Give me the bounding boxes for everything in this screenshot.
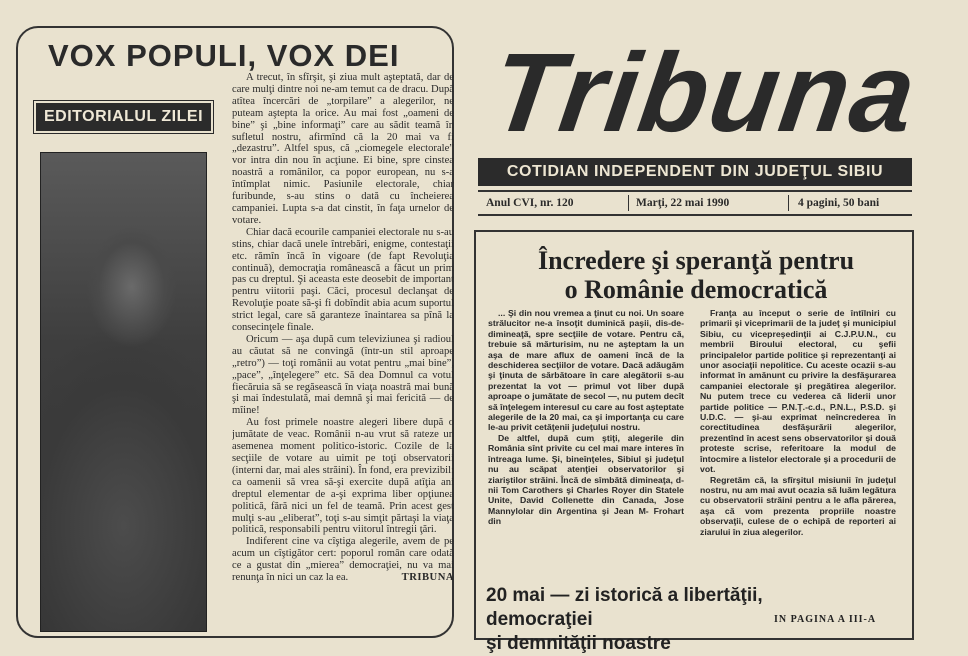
secondary-headline-line: 20 mai — zi istorică a libertăţii, democraţiei [486,585,763,630]
editorial-text [232,72,454,634]
editorial-paragraph: A trecut, în sfîrşit, şi ziua mult aşteptată, dar de care mulţi dintre noi ne-am temut ca de dracu. După atîtea încercări de „torpilare” a alegerilor, ne puteam aştepta la orice. Au mai fost „oameni de bine” şi „bine informaţi” care au sădit teamă în sufletul nostru, afirmînd că la 20 mai va fi „dezastru”. Altfel spus, că „ciomegele electorale” vor intra din nou în acţiune. Ei bine, spre cinstea noastră a românilor, ca popor european, nu s-a întîmplat nimic. Pasiunile electorale, chiar furibunde, s-au stins o dată cu încheierea campaniei. Lupta s-a dat cinstit, în faţa urnelor de votare. [232,72,454,226]
issue-number: Anul CVI, nr. 120 [486,197,574,209]
secondary-headline-line: şi demnităţii noastre [486,633,671,654]
newspaper-name: Tribuna [484,30,925,155]
editorial-paragraph: Chiar dacă ecourile campaniei electorale nu s-au stins, chiar dacă unele întrebări, enigme, contestaţii etc. rămîn încă în vigoare (de fapt Revoluţia continuă), democraţia românească a făcut un prim pas cu dreptul. Şi aceasta este deosebit de important pentru viitorii paşi. Căci, procesul declanşat de Revoluţie poate să-şi fi dobîndit abia acum suportul strict legal, care să garanteze înaintarea sa pînă la consecinţele finale. [232,226,454,334]
issue-info-bar [478,190,912,216]
editorial-paragraph-text: Indiferent cine va cîştiga alegerile, avem de pe acum un cîştigător cert: poporul român care odată ce a gustat din „mierea” democraţiei, nu va mai renunţa în nici un caz la ea. [232,536,454,584]
info-divider [788,195,789,211]
article-headline [476,246,916,304]
info-divider [628,195,629,211]
editorial-photo [40,152,207,632]
secondary-headline [486,584,776,656]
editorial-title: VOX POPULI, VOX DEI [48,38,400,73]
article-column-1 [488,308,684,593]
editorial-paragraph: Au fost primele noastre alegeri libere după o jumătate de veac. Românii n-au vrut să rateze un asemenea moment politico-istoric. Cozile de la secţiile de votare au uimit pe toţi observatorii (interni dar, mai ales străini). În fond, era previzibil: ca oamenii să vrea să-şi exercite după atîţia ani dreptul elementar de a-şi exprima liber opţiunea politică, fără nici un fel de teamă. Prin acest gest mulţi s-au „eliberat”, toţi s-au simţit părtaşi la viaţa politică, responsabili pentru viitorul întregii ţări. [232,417,454,536]
article-paragraph: Regretăm că, la sfîrşitul misiunii în judeţul nostru, nu am mai avut ocazia să luăm legătura cu observatorii străini pentru a le afla părerea, aşa că vom prezenta propriile noastre observaţii, culese de o echipă de reporteri ai ziarului în ziua alegerilor. [700,474,896,537]
article-paragraph: Franţa au început o serie de întîlniri cu primarii şi viceprimarii de la judeţ şi municipiul Sibiu, cu vicepreşedinţii ai C.J.P.U.N., cu membrii Biroului electoral, cu şefii principalelor partide politice şi reprezentanţi ai unor asociaţii nepolitice. Cu aceste ocazii s-au informat în amănunt cu privire la desfăşurarea campaniei electorale şi pregătirea alegerilor. Nu putem trece cu vederea că liderii unor partide politice — P.N.Ţ.-c.d., P.N.L., P.S.D. şi U.D.C. — şi-au exprimat neîncrederea în corectitudinea desfăşurării alegerilor, prezentînd în acest sens observatorilor şi două proteste scrise, referitoare la modul de întocmire a listelor electorale şi a procedurii de vot. [700,308,896,475]
headline-line: o Românie democratică [564,275,828,304]
editorial-paragraph: Oricum — aşa după cum televiziunea şi radioul au căutat să ne convingă (într-un stil aproape „retro”) — toţi românii au votat pentru „mai bine”, „pace”, „înţelegere” etc. Să dea Domnul ca votul fiecăruia să se regăsească în viaţa noastră mai bună şi mai îndestulată, mai demnă şi mai fericită — de mîine! [232,333,454,417]
article-paragraph: De altfel, după cum ştiţi, alegerile din România sînt privite cu cel mai mare interes în întreaga lume. Şi, bineînţeles, Sibiul şi judeţul nu au scăpat atenţiei observatorilor şi ziariştilor străini. Încă de sîmbătă dimineaţa, d-nii Tom Carothers şi Charles Royer din Statele Unite, David Collenette din Canada, Jose Mannylolar din Argentina şi Jean M- Frohart din [488,432,684,527]
continued-on-page: IN PAGINA A III-A [774,614,877,625]
editorial-paragraph [232,536,454,584]
headline-line: Încredere şi speranţă pentru [537,246,855,275]
newspaper-subtitle: COTIDIAN INDEPENDENT DIN JUDEŢUL SIBIU [478,158,912,186]
article-paragraph: ... Şi din nou vremea a ţinut cu noi. Un soare strălucitor ne-a însoţit duminică paşii, dis-de-dimineaţă, spre secţiile de votare. Pentru că, trebuie să mărturisim, nu ne aşteptam la un aşa de mare aflux de oameni încă de la deschiderea secţiilor de votare. Dacă adăugăm şi ţinuta de sărbătoare în care alegătorii s-au prezentat la vot — primul vot liber după aproape o jumătate de secol —, nu putem decît să înţelegem interesul cu care au fost aşteptate alegerile de la 20 mai, ca şi importanţa cu care le-au privit cetăţenii judeţului nostru. [488,308,684,433]
main-article [474,230,914,654]
editorial-box [16,26,454,638]
article-column-2 [700,308,896,593]
issue-date: Marţi, 22 mai 1990 [636,197,730,209]
editorial-signature: TRIBUNA [401,572,454,584]
issue-pages-price: 4 pagini, 50 bani [798,197,880,209]
editorial-label: EDITORIALUL ZILEI [36,103,211,131]
